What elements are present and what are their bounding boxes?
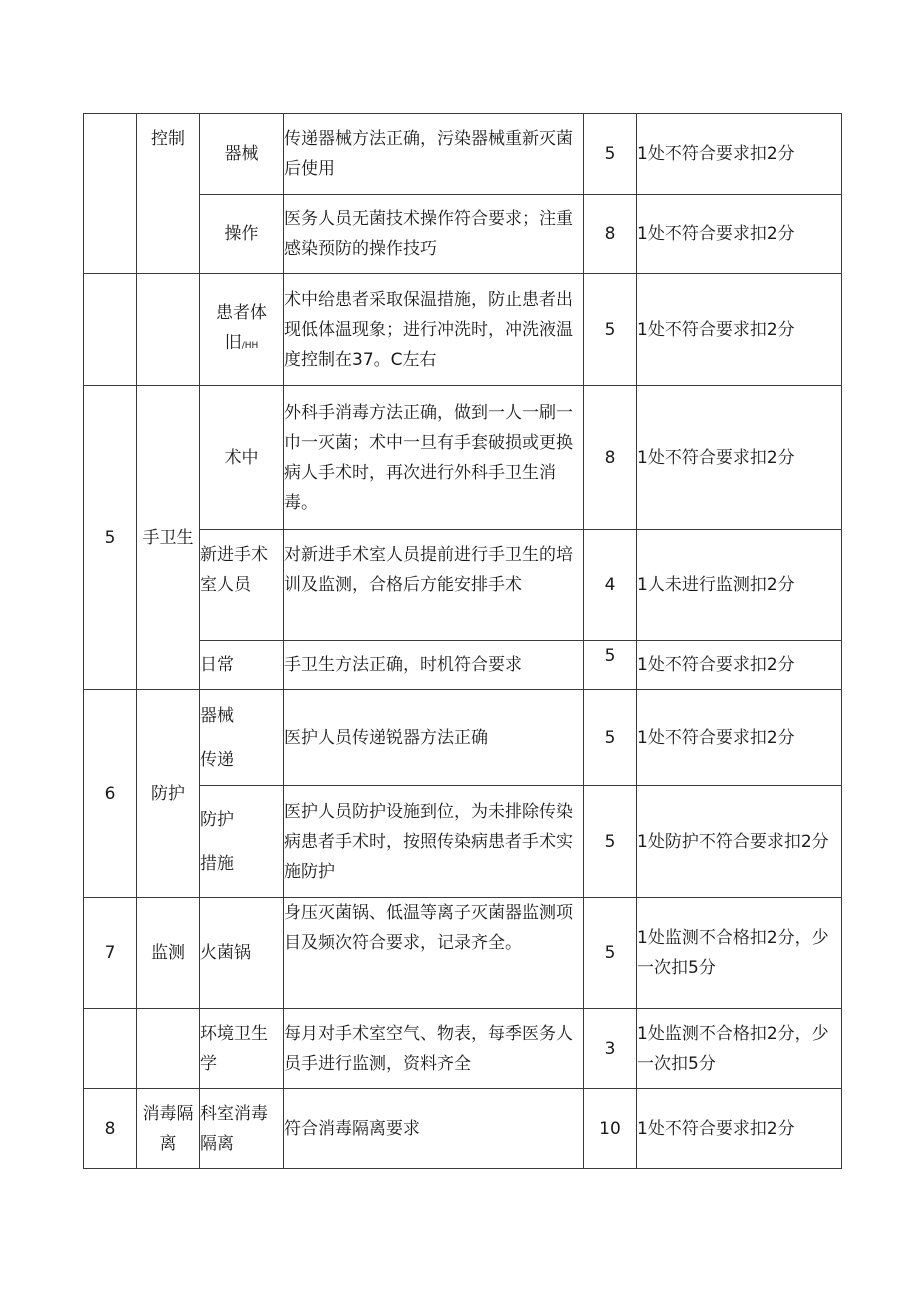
score: 5 [584, 690, 637, 786]
score: 5 [584, 641, 637, 690]
item-name: 手卫生 [137, 386, 200, 690]
sub-item-line2: 措施 [200, 853, 234, 874]
row-number [84, 1009, 137, 1089]
table-row [84, 114, 842, 195]
table-row [84, 1089, 842, 1169]
evaluation-table [83, 113, 842, 1169]
deduction-rule: 1处防护不符合要求扣2分 [637, 786, 842, 898]
deduction-rule: 1处监测不合格扣2分，少一次扣5分 [637, 1009, 842, 1089]
sub-item-line1: 防护 [200, 809, 234, 830]
sub-item [200, 274, 284, 386]
deduction-rule: 1处不符合要求扣2分 [637, 386, 842, 530]
sub-item-line1: 器械 [200, 705, 234, 726]
score: 5 [584, 898, 637, 1009]
item-name [137, 1009, 200, 1089]
row-number: 5 [84, 386, 137, 690]
table-row [84, 690, 842, 786]
requirement: 医护人员传递锐器方法正确 [284, 690, 584, 786]
score: 8 [584, 386, 637, 530]
table-row [84, 274, 842, 386]
deduction-rule: 1处不符合要求扣2分 [637, 114, 842, 195]
score: 5 [584, 114, 637, 195]
table-row [84, 386, 842, 530]
requirement: 对新进手术室人员提前进行手卫生的培训及监测，合格后方能安排手术 [284, 530, 584, 641]
requirement: 传递器械方法正确，污染器械重新灭菌后使用 [284, 114, 584, 195]
sub-item: 日常 [200, 641, 284, 690]
item-name: 监测 [137, 898, 200, 1009]
item-name: 控制 [137, 114, 200, 274]
sub-item-main: 患者体 [216, 303, 267, 323]
deduction-rule: 1处不符合要求扣2分 [637, 274, 842, 386]
deduction-rule: 1处不符合要求扣2分 [637, 690, 842, 786]
requirement: 每月对手术室空气、物表，每季医务人员手进行监测，资料齐全 [284, 1009, 584, 1089]
sub-item: 术中 [200, 386, 284, 530]
score: 5 [584, 274, 637, 386]
sub-item [200, 786, 284, 898]
row-number: 6 [84, 690, 137, 898]
row-number: 8 [84, 1089, 137, 1169]
deduction-rule: 1人未进行监测扣2分 [637, 530, 842, 641]
row-number [84, 114, 137, 274]
score: 4 [584, 530, 637, 641]
sub-item [200, 690, 284, 786]
sub-item: 火菌锅 [200, 898, 284, 1009]
item-name: 消毒隔离 [137, 1089, 200, 1169]
requirement: 术中给患者采取保温措施，防止患者出现低体温现象；进行冲洗时，冲洗液温度控制在37。C左右 [284, 274, 584, 386]
requirement: 医务人员无菌技术操作符合要求；注重感染预防的操作技巧 [284, 195, 584, 274]
deduction-rule: 1处不符合要求扣2分 [637, 641, 842, 690]
score: 5 [584, 786, 637, 898]
sub-item: 器械 [200, 114, 284, 195]
deduction-rule: 1处监测不合格扣2分，少一次扣5分 [637, 898, 842, 1009]
item-name: 防护 [137, 690, 200, 898]
sub-item-tail-small: /HH [241, 341, 259, 351]
row-number: 7 [84, 898, 137, 1009]
sub-item: 环境卫生学 [200, 1009, 284, 1089]
sub-item: 新进手术室人员 [200, 530, 284, 641]
sub-item: 操作 [200, 195, 284, 274]
sub-item-tail: 旧 [224, 333, 242, 353]
deduction-rule: 1处不符合要求扣2分 [637, 195, 842, 274]
requirement: 身压灭菌锅、低温等离子灭菌器监测项目及频次符合要求，记录齐全。 [284, 898, 584, 1009]
requirement: 手卫生方法正确，时机符合要求 [284, 641, 584, 690]
sub-item: 科室消毒隔离 [200, 1089, 284, 1169]
table-row [84, 898, 842, 1009]
deduction-rule: 1处不符合要求扣2分 [637, 1089, 842, 1169]
table-row [84, 1009, 842, 1089]
requirement: 外科手消毒方法正确，做到一人一刷一巾一灭菌；术中一旦有手套破损或更换病人手术时，再次进行外科手卫生消毒。 [284, 386, 584, 530]
requirement: 医护人员防护设施到位，为未排除传染病患者手术时，按照传染病患者手术实施防护 [284, 786, 584, 898]
score: 3 [584, 1009, 637, 1089]
item-name [137, 274, 200, 386]
row-number [84, 274, 137, 386]
sub-item-line2: 传递 [200, 749, 234, 770]
score: 10 [584, 1089, 637, 1169]
score: 8 [584, 195, 637, 274]
requirement: 符合消毒隔离要求 [284, 1089, 584, 1169]
